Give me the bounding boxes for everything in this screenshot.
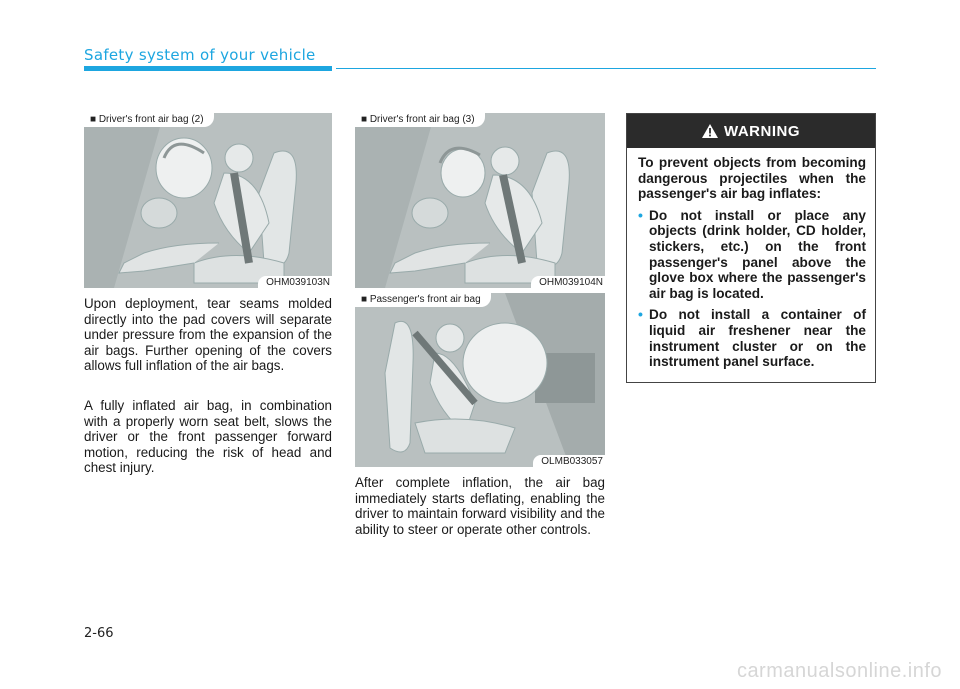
driver-airbag-illustration — [84, 113, 332, 288]
figure-caption: ■ Driver's front air bag (3) — [355, 113, 485, 127]
bullet-icon: • — [638, 206, 643, 223]
figure-driver-airbag-2 — [84, 113, 332, 288]
warning-item-text: Do not install or place any objects (drink holder, CD holder, stickers, etc.) on the front passenger's panel above the glove box where the passenger's air bag is located. — [649, 207, 866, 301]
body-paragraph: A fully inflated air bag, in combination with a properly worn seat belt, slows the driver or the front passenger forward motion, reducing the risk of head and chest injury. — [84, 398, 332, 476]
figure-code: OHM039103N — [258, 276, 332, 288]
body-paragraph: After complete inflation, the air bag immediately starts deflating, enabling the driver to maintain forward visibility and the ability to steer or operate other controls. — [355, 475, 605, 537]
warning-header — [627, 114, 875, 148]
driver-airbag-deflating-illustration — [355, 113, 605, 288]
warning-content — [627, 148, 875, 370]
figure-driver-airbag-3 — [355, 113, 605, 288]
body-paragraph: Upon deployment, tear seams molded directly into the pad covers will separate under pressure from the expansion of the air bags. Further opening of the covers allows full inflation of the air bags. — [84, 296, 332, 374]
figure-passenger-airbag — [355, 293, 605, 467]
page-number: 2-66 — [84, 626, 114, 641]
bullet-icon: • — [638, 306, 643, 323]
warning-triangle-icon — [702, 124, 718, 138]
header-accent-bar — [84, 66, 332, 71]
warning-item-text: Do not install a container of liquid air freshener near the instrument cluster or on the instrument panel surface. — [649, 307, 866, 370]
warning-list — [638, 208, 866, 370]
passenger-airbag-illustration — [355, 293, 605, 467]
warning-list-item — [638, 208, 866, 302]
section-title: Safety system of your vehicle — [84, 46, 316, 64]
warning-title: WARNING — [724, 122, 800, 140]
figure-caption: ■ Passenger's front air bag — [355, 293, 491, 307]
figure-code: OLMB033057 — [533, 455, 605, 467]
figure-caption: ■ Driver's front air bag (2) — [84, 113, 214, 127]
warning-box — [626, 113, 876, 383]
watermark: carmanualsonline.info — [736, 660, 942, 682]
warning-intro: To prevent objects from becoming dangerous projectiles when the passenger's air bag inflates: — [638, 155, 866, 202]
figure-code: OHM039104N — [531, 276, 605, 288]
header-rule — [336, 68, 876, 69]
warning-list-item — [638, 307, 866, 369]
